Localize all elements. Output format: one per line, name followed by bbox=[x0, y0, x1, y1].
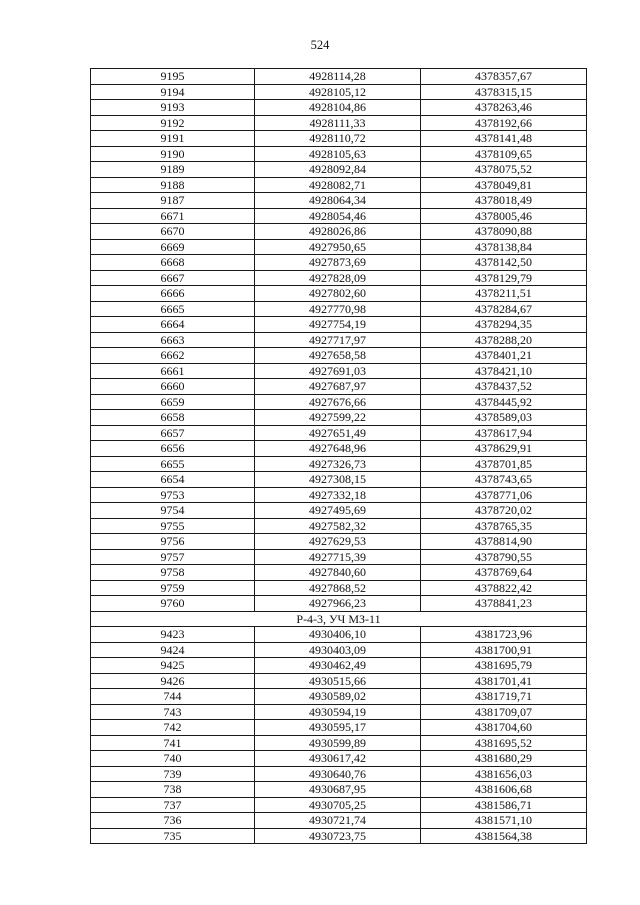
table-row bbox=[91, 286, 587, 302]
x-coordinate-cell: 4927754,19 bbox=[255, 317, 421, 333]
table-row bbox=[91, 115, 587, 131]
table-row bbox=[91, 441, 587, 457]
table-row bbox=[91, 425, 587, 441]
y-coordinate-cell: 4381701,41 bbox=[421, 673, 587, 689]
y-coordinate-cell: 4378294,35 bbox=[421, 317, 587, 333]
y-coordinate-cell: 4378401,21 bbox=[421, 348, 587, 364]
y-coordinate-cell: 4381680,29 bbox=[421, 751, 587, 767]
x-coordinate-cell: 4927629,53 bbox=[255, 534, 421, 550]
table-row bbox=[91, 84, 587, 100]
table-row bbox=[91, 332, 587, 348]
y-coordinate-cell: 4378075,52 bbox=[421, 162, 587, 178]
x-coordinate-cell: 4928111,33 bbox=[255, 115, 421, 131]
point-number-cell: 6666 bbox=[91, 286, 255, 302]
point-number-cell: 6667 bbox=[91, 270, 255, 286]
x-coordinate-cell: 4927828,09 bbox=[255, 270, 421, 286]
table-row bbox=[91, 766, 587, 782]
point-number-cell: 6660 bbox=[91, 379, 255, 395]
table-row bbox=[91, 456, 587, 472]
x-coordinate-cell: 4927715,39 bbox=[255, 549, 421, 565]
table-row bbox=[91, 255, 587, 271]
table-row bbox=[91, 239, 587, 255]
x-coordinate-cell: 4928054,46 bbox=[255, 208, 421, 224]
point-number-cell: 9425 bbox=[91, 658, 255, 674]
table-row bbox=[91, 270, 587, 286]
table-row bbox=[91, 549, 587, 565]
table-row bbox=[91, 813, 587, 829]
x-coordinate-cell: 4928064,34 bbox=[255, 193, 421, 209]
point-number-cell: 9759 bbox=[91, 580, 255, 596]
table-row bbox=[91, 673, 587, 689]
point-number-cell: 736 bbox=[91, 813, 255, 829]
y-coordinate-cell: 4378284,67 bbox=[421, 301, 587, 317]
x-coordinate-cell: 4927658,58 bbox=[255, 348, 421, 364]
point-number-cell: 743 bbox=[91, 704, 255, 720]
y-coordinate-cell: 4381723,96 bbox=[421, 627, 587, 643]
table-row bbox=[91, 797, 587, 813]
point-number-cell: 9755 bbox=[91, 518, 255, 534]
y-coordinate-cell: 4381571,10 bbox=[421, 813, 587, 829]
x-coordinate-cell: 4930723,75 bbox=[255, 828, 421, 844]
y-coordinate-cell: 4378765,35 bbox=[421, 518, 587, 534]
table-row bbox=[91, 704, 587, 720]
x-coordinate-cell: 4927495,69 bbox=[255, 503, 421, 519]
x-coordinate-cell: 4930705,25 bbox=[255, 797, 421, 813]
y-coordinate-cell: 4378445,92 bbox=[421, 394, 587, 410]
y-coordinate-cell: 4381700,91 bbox=[421, 642, 587, 658]
section-title: Р-4-3, УЧ МЗ-11 bbox=[91, 611, 587, 627]
table-row bbox=[91, 658, 587, 674]
point-number-cell: 9757 bbox=[91, 549, 255, 565]
y-coordinate-cell: 4378421,10 bbox=[421, 363, 587, 379]
table-row bbox=[91, 379, 587, 395]
point-number-cell: 9753 bbox=[91, 487, 255, 503]
x-coordinate-cell: 4927966,23 bbox=[255, 596, 421, 612]
y-coordinate-cell: 4378589,03 bbox=[421, 410, 587, 426]
point-number-cell: 6665 bbox=[91, 301, 255, 317]
point-number-cell: 6657 bbox=[91, 425, 255, 441]
table-row bbox=[91, 224, 587, 240]
point-number-cell: 740 bbox=[91, 751, 255, 767]
coordinates-table-body bbox=[91, 69, 587, 844]
x-coordinate-cell: 4927651,49 bbox=[255, 425, 421, 441]
x-coordinate-cell: 4930599,89 bbox=[255, 735, 421, 751]
y-coordinate-cell: 4378769,64 bbox=[421, 565, 587, 581]
point-number-cell: 9758 bbox=[91, 565, 255, 581]
point-number-cell: 9424 bbox=[91, 642, 255, 658]
x-coordinate-cell: 4928092,84 bbox=[255, 162, 421, 178]
point-number-cell: 6656 bbox=[91, 441, 255, 457]
y-coordinate-cell: 4378005,46 bbox=[421, 208, 587, 224]
y-coordinate-cell: 4378822,42 bbox=[421, 580, 587, 596]
point-number-cell: 6671 bbox=[91, 208, 255, 224]
x-coordinate-cell: 4930515,66 bbox=[255, 673, 421, 689]
x-coordinate-cell: 4930595,17 bbox=[255, 720, 421, 736]
x-coordinate-cell: 4927840,60 bbox=[255, 565, 421, 581]
point-number-cell: 6659 bbox=[91, 394, 255, 410]
y-coordinate-cell: 4378141,48 bbox=[421, 131, 587, 147]
point-number-cell: 9756 bbox=[91, 534, 255, 550]
y-coordinate-cell: 4381586,71 bbox=[421, 797, 587, 813]
table-row bbox=[91, 317, 587, 333]
point-number-cell: 6669 bbox=[91, 239, 255, 255]
y-coordinate-cell: 4381695,79 bbox=[421, 658, 587, 674]
y-coordinate-cell: 4378129,79 bbox=[421, 270, 587, 286]
y-coordinate-cell: 4378288,20 bbox=[421, 332, 587, 348]
y-coordinate-cell: 4378790,55 bbox=[421, 549, 587, 565]
table-row bbox=[91, 363, 587, 379]
y-coordinate-cell: 4378142,50 bbox=[421, 255, 587, 271]
x-coordinate-cell: 4927326,73 bbox=[255, 456, 421, 472]
table-row bbox=[91, 642, 587, 658]
point-number-cell: 6670 bbox=[91, 224, 255, 240]
x-coordinate-cell: 4928104,86 bbox=[255, 100, 421, 116]
y-coordinate-cell: 4378315,15 bbox=[421, 84, 587, 100]
table-row bbox=[91, 146, 587, 162]
point-number-cell: 6661 bbox=[91, 363, 255, 379]
point-number-cell: 738 bbox=[91, 782, 255, 798]
table-row bbox=[91, 828, 587, 844]
table-row bbox=[91, 735, 587, 751]
table-row bbox=[91, 580, 587, 596]
x-coordinate-cell: 4930589,02 bbox=[255, 689, 421, 705]
table-row bbox=[91, 177, 587, 193]
point-number-cell: 9190 bbox=[91, 146, 255, 162]
point-number-cell: 6654 bbox=[91, 472, 255, 488]
y-coordinate-cell: 4378263,46 bbox=[421, 100, 587, 116]
y-coordinate-cell: 4378109,65 bbox=[421, 146, 587, 162]
table-row bbox=[91, 69, 587, 85]
page-number: 524 bbox=[310, 38, 330, 52]
point-number-cell: 6658 bbox=[91, 410, 255, 426]
y-coordinate-cell: 4381606,68 bbox=[421, 782, 587, 798]
y-coordinate-cell: 4378701,85 bbox=[421, 456, 587, 472]
table-row bbox=[91, 131, 587, 147]
point-number-cell: 9194 bbox=[91, 84, 255, 100]
point-number-cell: 6668 bbox=[91, 255, 255, 271]
y-coordinate-cell: 4378629,91 bbox=[421, 441, 587, 457]
y-coordinate-cell: 4378720,02 bbox=[421, 503, 587, 519]
x-coordinate-cell: 4927687,97 bbox=[255, 379, 421, 395]
point-number-cell: 9187 bbox=[91, 193, 255, 209]
x-coordinate-cell: 4927802,60 bbox=[255, 286, 421, 302]
x-coordinate-cell: 4930403,09 bbox=[255, 642, 421, 658]
y-coordinate-cell: 4381564,38 bbox=[421, 828, 587, 844]
table-row bbox=[91, 208, 587, 224]
point-number-cell: 9426 bbox=[91, 673, 255, 689]
point-number-cell: 9188 bbox=[91, 177, 255, 193]
y-coordinate-cell: 4381709,07 bbox=[421, 704, 587, 720]
x-coordinate-cell: 4927332,18 bbox=[255, 487, 421, 503]
x-coordinate-cell: 4930462,49 bbox=[255, 658, 421, 674]
y-coordinate-cell: 4381656,03 bbox=[421, 766, 587, 782]
table-row bbox=[91, 162, 587, 178]
y-coordinate-cell: 4378138,84 bbox=[421, 239, 587, 255]
table-row bbox=[91, 503, 587, 519]
x-coordinate-cell: 4928105,12 bbox=[255, 84, 421, 100]
y-coordinate-cell: 4378437,52 bbox=[421, 379, 587, 395]
y-coordinate-cell: 4381695,52 bbox=[421, 735, 587, 751]
y-coordinate-cell: 4378211,51 bbox=[421, 286, 587, 302]
y-coordinate-cell: 4378357,67 bbox=[421, 69, 587, 85]
table-row bbox=[91, 627, 587, 643]
y-coordinate-cell: 4381719,71 bbox=[421, 689, 587, 705]
point-number-cell: 9189 bbox=[91, 162, 255, 178]
x-coordinate-cell: 4927648,96 bbox=[255, 441, 421, 457]
table-row bbox=[91, 782, 587, 798]
y-coordinate-cell: 4378617,94 bbox=[421, 425, 587, 441]
x-coordinate-cell: 4928082,71 bbox=[255, 177, 421, 193]
y-coordinate-cell: 4381704,60 bbox=[421, 720, 587, 736]
point-number-cell: 9754 bbox=[91, 503, 255, 519]
point-number-cell: 9192 bbox=[91, 115, 255, 131]
table-row bbox=[91, 301, 587, 317]
x-coordinate-cell: 4927691,03 bbox=[255, 363, 421, 379]
table-row bbox=[91, 689, 587, 705]
point-number-cell: 739 bbox=[91, 766, 255, 782]
table-row bbox=[91, 410, 587, 426]
x-coordinate-cell: 4930721,74 bbox=[255, 813, 421, 829]
table-row bbox=[91, 720, 587, 736]
y-coordinate-cell: 4378090,88 bbox=[421, 224, 587, 240]
coordinates-table bbox=[90, 68, 587, 844]
table-row bbox=[91, 534, 587, 550]
table-row bbox=[91, 472, 587, 488]
y-coordinate-cell: 4378018,49 bbox=[421, 193, 587, 209]
x-coordinate-cell: 4930406,10 bbox=[255, 627, 421, 643]
table-row bbox=[91, 394, 587, 410]
y-coordinate-cell: 4378049,81 bbox=[421, 177, 587, 193]
x-coordinate-cell: 4927873,69 bbox=[255, 255, 421, 271]
point-number-cell: 9760 bbox=[91, 596, 255, 612]
x-coordinate-cell: 4928105,63 bbox=[255, 146, 421, 162]
point-number-cell: 9195 bbox=[91, 69, 255, 85]
table-row bbox=[91, 348, 587, 364]
point-number-cell: 6664 bbox=[91, 317, 255, 333]
x-coordinate-cell: 4928026,86 bbox=[255, 224, 421, 240]
x-coordinate-cell: 4927868,52 bbox=[255, 580, 421, 596]
x-coordinate-cell: 4930617,42 bbox=[255, 751, 421, 767]
point-number-cell: 6663 bbox=[91, 332, 255, 348]
table-row bbox=[91, 193, 587, 209]
y-coordinate-cell: 4378771,06 bbox=[421, 487, 587, 503]
x-coordinate-cell: 4927599,22 bbox=[255, 410, 421, 426]
section-header-row bbox=[91, 611, 587, 627]
x-coordinate-cell: 4927308,15 bbox=[255, 472, 421, 488]
table-row bbox=[91, 518, 587, 534]
y-coordinate-cell: 4378192,66 bbox=[421, 115, 587, 131]
table-row bbox=[91, 487, 587, 503]
x-coordinate-cell: 4927582,32 bbox=[255, 518, 421, 534]
x-coordinate-cell: 4930594,19 bbox=[255, 704, 421, 720]
point-number-cell: 9193 bbox=[91, 100, 255, 116]
point-number-cell: 737 bbox=[91, 797, 255, 813]
y-coordinate-cell: 4378814,90 bbox=[421, 534, 587, 550]
y-coordinate-cell: 4378841,23 bbox=[421, 596, 587, 612]
point-number-cell: 742 bbox=[91, 720, 255, 736]
x-coordinate-cell: 4927950,65 bbox=[255, 239, 421, 255]
x-coordinate-cell: 4930640,76 bbox=[255, 766, 421, 782]
x-coordinate-cell: 4928114,28 bbox=[255, 69, 421, 85]
point-number-cell: 741 bbox=[91, 735, 255, 751]
table-row bbox=[91, 751, 587, 767]
x-coordinate-cell: 4927717,97 bbox=[255, 332, 421, 348]
table-row bbox=[91, 100, 587, 116]
y-coordinate-cell: 4378743,65 bbox=[421, 472, 587, 488]
point-number-cell: 9423 bbox=[91, 627, 255, 643]
x-coordinate-cell: 4928110,72 bbox=[255, 131, 421, 147]
point-number-cell: 6662 bbox=[91, 348, 255, 364]
point-number-cell: 744 bbox=[91, 689, 255, 705]
point-number-cell: 9191 bbox=[91, 131, 255, 147]
table-row bbox=[91, 596, 587, 612]
point-number-cell: 6655 bbox=[91, 456, 255, 472]
point-number-cell: 735 bbox=[91, 828, 255, 844]
x-coordinate-cell: 4927676,66 bbox=[255, 394, 421, 410]
x-coordinate-cell: 4927770,98 bbox=[255, 301, 421, 317]
x-coordinate-cell: 4930687,95 bbox=[255, 782, 421, 798]
table-row bbox=[91, 565, 587, 581]
